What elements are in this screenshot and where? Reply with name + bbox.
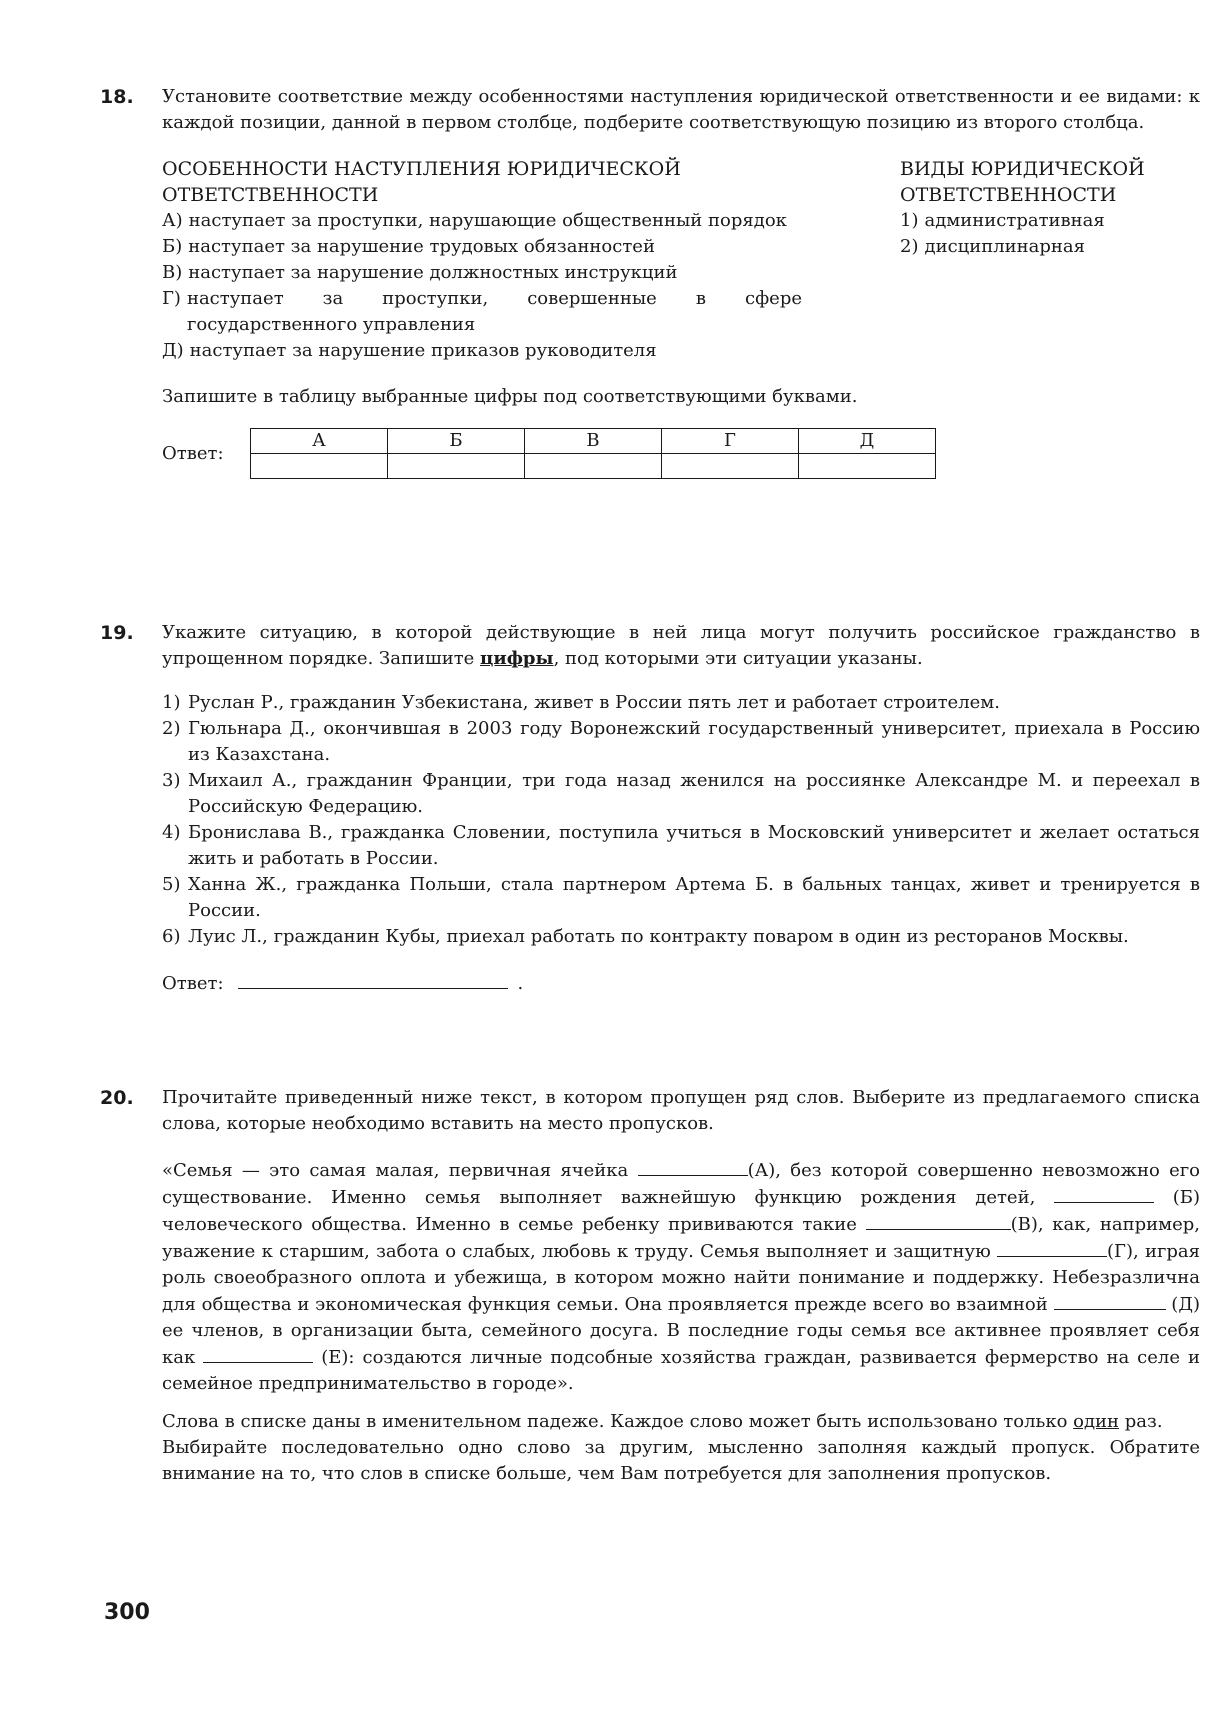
note-text: раз. — [1119, 1411, 1163, 1432]
answer-table-input-cell[interactable] — [799, 454, 936, 479]
situation-item — [162, 924, 1200, 950]
feature-item — [162, 286, 802, 338]
item-text: дисциплинарная — [924, 236, 1085, 257]
task-number: 19. — [100, 622, 134, 644]
item-text: Михаил А., гражданин Франции, три года назад женился на россиянке Александре М. и переехал в Российскую Федерацию. — [188, 770, 1200, 817]
situation-item — [162, 820, 1200, 872]
task-instruction — [162, 620, 1200, 672]
gap-blank[interactable] — [1054, 1184, 1154, 1203]
answer-table-input-cell[interactable] — [251, 454, 388, 479]
item-label: 1) — [162, 692, 181, 713]
item-label: 4) — [162, 822, 181, 843]
answer-end: . — [517, 973, 524, 994]
match-columns — [162, 156, 1200, 364]
item-text: наступает за проступки, нарушающие общественный порядок — [188, 210, 787, 231]
gap-blank[interactable] — [866, 1211, 1011, 1230]
item-label: 5) — [162, 874, 181, 895]
gap-blank[interactable] — [203, 1344, 313, 1363]
item-text: наступает за проступки, совершенные в сфере государственного управления — [186, 288, 802, 335]
item-label: 2) — [900, 236, 919, 257]
task-instruction: Прочитайте приведенный ниже текст, в котором пропущен ряд слов. Выберите из предлагаемого списка слова, которые необходимо вставить на место пропусков. — [162, 1087, 1200, 1134]
gap-blank[interactable] — [997, 1238, 1107, 1257]
instruction-text: Укажите ситуацию, в которой действующие в ней лица могут получить российское гражданство в упрощенном порядке. Запишите — [162, 622, 1200, 669]
item-text: Руслан Р., гражданин Узбекистана, живет в России пять лет и работает строителем. — [188, 692, 1001, 713]
table-prompt: Запишите в таблицу выбранные цифры под соответствующими буквами. — [162, 386, 858, 407]
item-text: наступает за нарушение должностных инструкций — [188, 262, 678, 283]
left-heading: ОСОБЕННОСТИ НАСТУПЛЕНИЯ ЮРИДИЧЕСКОЙ ОТВЕТСТВЕННОСТИ — [162, 158, 681, 206]
item-label: 3) — [162, 770, 181, 791]
right-items — [900, 208, 1200, 260]
instruction-text: , под которыми эти ситуации указаны. — [553, 648, 923, 669]
liability-type-item — [900, 208, 1200, 234]
answer-table-header-cell: Д — [799, 429, 936, 454]
instruction-emphasis: цифры — [480, 648, 554, 669]
text-fragment: (Б) человеческого общества. Именно в семье ребенку прививаются такие — [162, 1187, 1200, 1235]
gap-fill-text — [162, 1157, 1200, 1397]
answer-table-row — [162, 428, 1200, 479]
text-fragment: (Г), играя роль своеобразного оплота и убежища, в котором можно найти понимание и поддержку. Небезразлична для общества и экономическая функция семьи. Она проявляется прежде всего во взаимной — [162, 1241, 1201, 1315]
situation-list — [162, 690, 1200, 950]
text-fragment: (Е): создаются личные подсобные хозяйства граждан, развивается фермерство на селе и семейное предпринимательство в городе». — [162, 1347, 1200, 1394]
note-emphasis: один — [1073, 1411, 1120, 1432]
answer-table-input-cell[interactable] — [662, 454, 799, 479]
item-text: Гюльнара Д., окончившая в 2003 году Воронежский государственный университет, приехала в Россию из Казахстана. — [188, 718, 1200, 765]
situation-item — [162, 716, 1200, 768]
item-label: А) — [162, 210, 183, 231]
task-body — [162, 1085, 1200, 1487]
right-column — [900, 156, 1200, 364]
text-fragment: (А), без которой совершенно невозможно его существование. Именно семья выполняет важнейшую функцию рождения детей, — [162, 1160, 1200, 1208]
item-label: 2) — [162, 718, 181, 739]
gap-blank[interactable] — [1054, 1291, 1166, 1310]
task-body — [162, 84, 1200, 479]
item-label: Г) — [162, 288, 181, 309]
answer-field[interactable] — [238, 968, 508, 989]
right-heading: ВИДЫ ЮРИДИЧЕСКОЙ ОТВЕТСТВЕННОСТИ — [900, 158, 1145, 206]
page-number: 300 — [104, 1600, 150, 1625]
item-label: Б) — [162, 236, 183, 257]
note-2: Выбирайте последовательно одно слово за другим, мысленно заполняя каждый пропуск. Обратите внимание на то, что слов в списке больше, чем Вам потребуется для заполнения пропусков. — [162, 1437, 1200, 1484]
item-text: Луис Л., гражданин Кубы, приехал работать по контракту поваром в один из ресторанов Москвы. — [188, 926, 1129, 947]
item-label: 1) — [900, 210, 919, 231]
item-label: Д) — [162, 340, 184, 361]
left-items — [162, 208, 802, 364]
situation-item — [162, 690, 1200, 716]
item-text: Бронислава В., гражданка Словении, поступила учиться в Московский университет и желает остаться жить и работать в России. — [188, 822, 1200, 869]
feature-item — [162, 208, 802, 234]
item-text: наступает за нарушение приказов руководителя — [189, 340, 657, 361]
item-label: 6) — [162, 926, 181, 947]
task-number: 18. — [100, 86, 134, 108]
feature-item — [162, 260, 802, 286]
answer-table-header-cell: А — [251, 429, 388, 454]
note-1 — [162, 1409, 1200, 1435]
situation-item — [162, 872, 1200, 924]
feature-item — [162, 338, 802, 364]
item-text: Ханна Ж., гражданка Польши, стала партнером Артема Б. в бальных танцах, живет и тренируется в России. — [188, 874, 1200, 921]
answer-table-header-cell: В — [525, 429, 662, 454]
text-fragment: «Семья — это самая малая, первичная ячейка — [162, 1160, 638, 1181]
task-body — [162, 620, 1200, 997]
task-instruction: Установите соответствие между особенностями наступления юридической ответственности и ее видами: к каждой позиции, данной в первом столбце, подберите соответствующую позицию из второго столбца. — [162, 86, 1200, 133]
gap-blank[interactable] — [638, 1157, 748, 1176]
liability-type-item — [900, 234, 1200, 260]
note-text: Слова в списке даны в именительном падеже. Каждое слово может быть использовано только — [162, 1411, 1074, 1432]
answer-table-input-cell[interactable] — [388, 454, 525, 479]
answer-table — [250, 428, 936, 479]
task-number: 20. — [100, 1087, 134, 1109]
item-label: В) — [162, 262, 183, 283]
answer-label: Ответ: — [162, 973, 224, 994]
item-text: административная — [924, 210, 1105, 231]
answer-table-header-cell: Б — [388, 429, 525, 454]
text-fragment: (Д) ее членов, в организации быта, семейного досуга. В последние годы семья все активнее проявляет себя как — [162, 1294, 1200, 1368]
answer-table-input-row — [251, 454, 936, 479]
feature-item — [162, 234, 802, 260]
left-column — [162, 156, 802, 364]
item-text: наступает за нарушение трудовых обязанностей — [188, 236, 655, 257]
text-fragment: (В), как, например, уважение к старшим, забота о слабых, любовь к труду. Семья выполняет и защитную — [162, 1214, 1200, 1262]
answer-table-input-cell[interactable] — [525, 454, 662, 479]
answer-label: Ответ: — [162, 442, 224, 464]
answer-table-header-row — [251, 429, 936, 454]
answer-line-row — [162, 968, 1200, 997]
answer-table-header-cell: Г — [662, 429, 799, 454]
situation-item — [162, 768, 1200, 820]
